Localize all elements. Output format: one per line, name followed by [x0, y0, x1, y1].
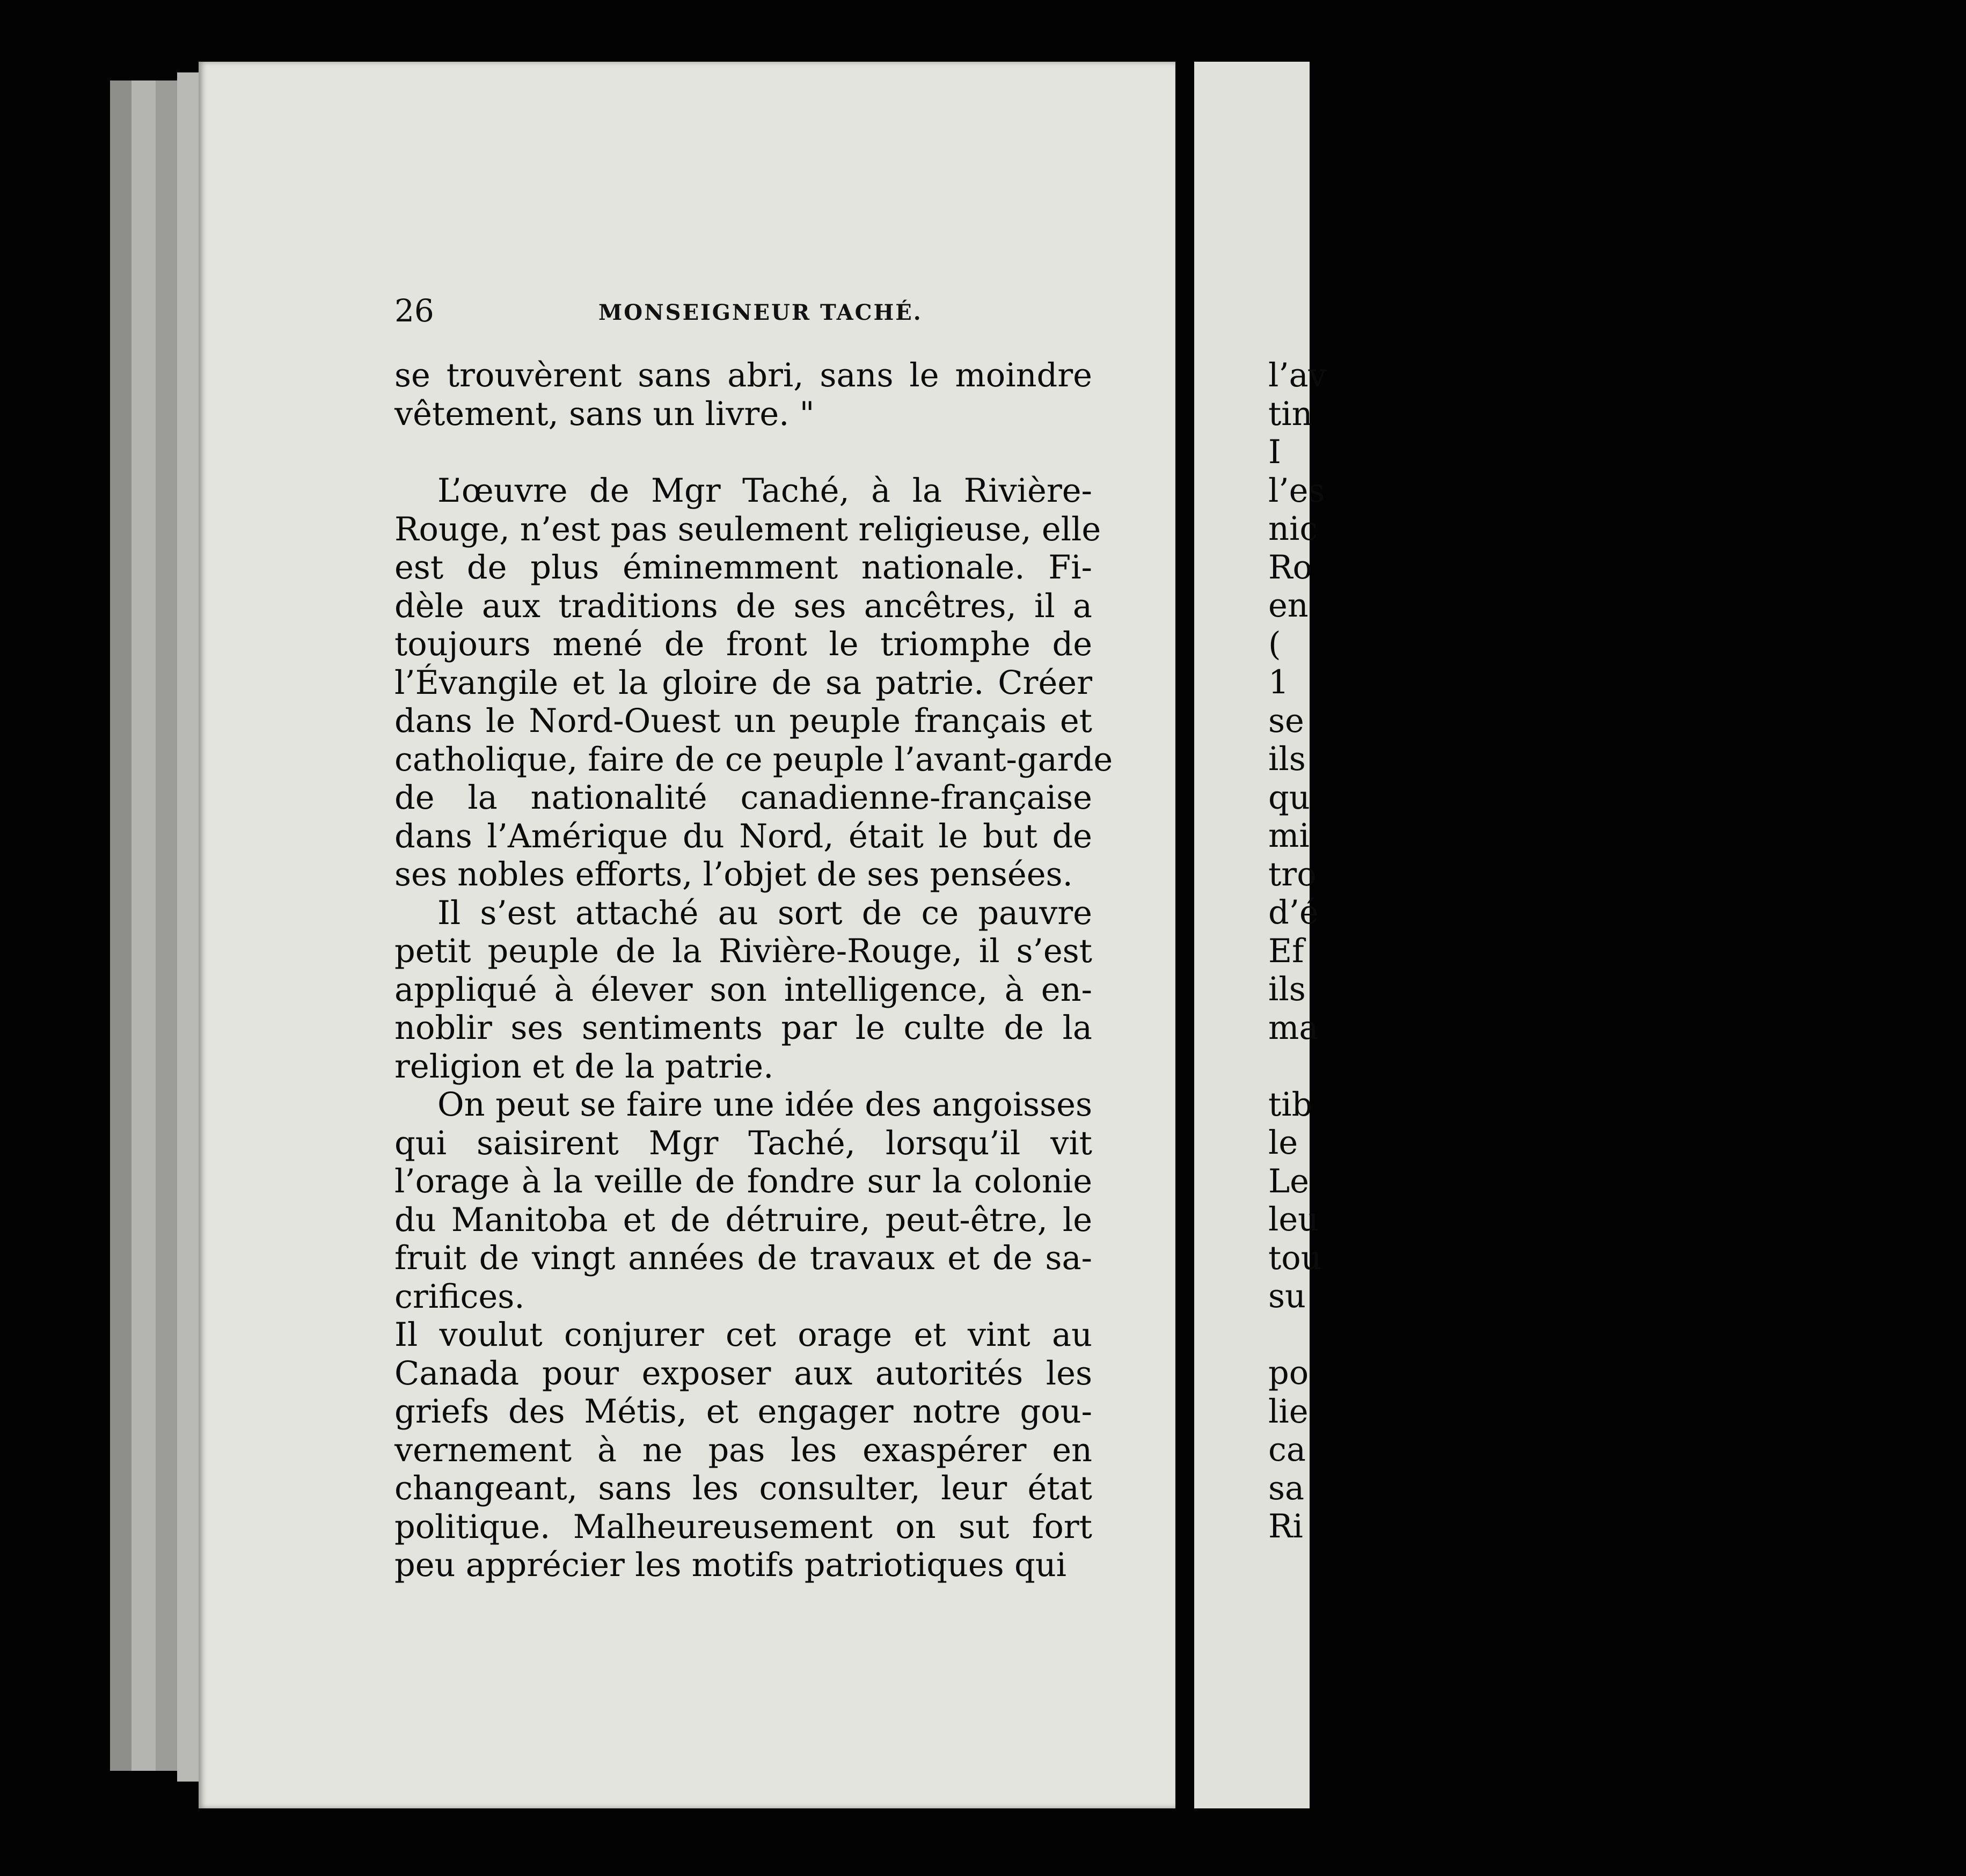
next-page-fragment: leu: [1268, 1201, 1319, 1239]
next-page-fragment: ils: [1268, 971, 1306, 1008]
next-page-fragment: ils: [1268, 741, 1306, 778]
paragraph: [394, 895, 1092, 1087]
next-page-fragment: l’es: [1268, 472, 1325, 510]
text-line: dans le Nord-Ouest un peuple français et: [394, 702, 1092, 740]
next-page-fragment: qu: [1268, 779, 1310, 817]
text-line: petit peuple de la Rivière-Rouge, il s’est: [394, 933, 1092, 970]
next-page-fragment: I: [1268, 434, 1281, 471]
text-line: dèle aux traditions de ses ancêtres, il a: [394, 587, 1092, 625]
next-page-fragment: tou: [1268, 1239, 1322, 1277]
page-edge: [177, 72, 200, 1782]
text-line: noblir ses sentiments par le culte de la: [394, 1009, 1092, 1047]
text-line: Canada pour exposer aux autorités les: [394, 1354, 1092, 1393]
text-line: changeant, sans les consulter, leur état: [394, 1470, 1092, 1507]
text-line: vernement à ne pas les exaspérer en: [394, 1431, 1092, 1469]
next-page-fragment: tib: [1268, 1086, 1313, 1124]
paragraph: [394, 357, 1092, 434]
running-title: MONSEIGNEUR TACHÉ.: [598, 300, 923, 325]
next-page-fragment: le: [1268, 1124, 1298, 1162]
text-line: L’œuvre de Mgr Taché, à la Rivière-: [437, 472, 1092, 510]
next-page-fragment: mi: [1268, 817, 1310, 855]
next-page-fragment: (: [1268, 625, 1281, 663]
next-page-fragment: tro: [1268, 855, 1317, 893]
paragraph: [394, 1316, 1092, 1585]
text-line: dans l’Amérique du Nord, était le but de: [394, 817, 1092, 855]
next-page-fragment: sa: [1268, 1469, 1305, 1507]
next-page-fragment: nic: [1268, 510, 1318, 548]
text-line: peu apprécier les motifs patriotiques qui: [394, 1547, 1067, 1584]
text-line: On peut se faire une idée des angoisses: [437, 1086, 1092, 1124]
text-line: de la nationalité canadienne-française: [394, 779, 1092, 817]
next-page-fragment: ma: [1268, 1009, 1319, 1047]
next-page-fragment: tin: [1268, 395, 1313, 433]
next-page-fragment: [1268, 1047, 1966, 1086]
body-text: [394, 357, 1113, 1585]
text-line: qui saisirent Mgr Taché, lorsqu’il vit: [394, 1124, 1092, 1162]
page-number: 26: [394, 292, 434, 329]
book-page: [199, 62, 1175, 1808]
page-edge: [156, 80, 179, 1771]
text-line: est de plus éminemment nationale. Fi-: [394, 549, 1092, 587]
next-page-fragment: l’av: [1268, 357, 1327, 394]
text-line: l’Évangile et la gloire de sa patrie. Créer: [394, 664, 1092, 702]
text-line: crifices.: [394, 1278, 525, 1316]
paragraph: [394, 472, 1113, 895]
next-page-fragment: en: [1268, 587, 1309, 625]
text-line: du Manitoba et de détruire, peut-être, le: [394, 1201, 1092, 1239]
text-line: Il s’est attaché au sort de ce pauvre: [437, 894, 1092, 932]
next-page-fragment: d’é: [1268, 894, 1319, 932]
text-line: se trouvèrent sans abri, sans le moindre: [394, 357, 1092, 394]
next-page-fragment: Ri: [1268, 1508, 1303, 1545]
text-line: ses nobles efforts, l’objet de ses pensées.: [394, 856, 1073, 893]
next-page-fragment: Ro: [1268, 548, 1312, 587]
next-page-fragment: su: [1268, 1278, 1306, 1315]
text-line: religion et de la patrie.: [394, 1047, 774, 1086]
page-edge: [110, 80, 133, 1771]
next-page-text: [1268, 357, 1966, 1547]
paragraph: [394, 1086, 1092, 1316]
text-line: l’orage à la veille de fondre sur la colonie: [394, 1163, 1092, 1200]
next-page-fragment: po: [1268, 1354, 1309, 1392]
next-page-fragment: lie: [1268, 1393, 1309, 1431]
next-page-fragment: 1: [1268, 664, 1289, 701]
text-line: appliqué à élever son intelligence, à en-: [394, 971, 1092, 1009]
text-line: toujours mené de front le triomphe de: [394, 626, 1092, 663]
next-page-fragment: Le: [1268, 1162, 1309, 1200]
text-line: griefs des Métis, et engager notre gou-: [394, 1393, 1092, 1431]
text-line: politique. Malheureusement on sut fort: [394, 1508, 1092, 1546]
next-page-fragment: [1268, 1316, 1966, 1355]
text-line: Il voulut conjurer cet orage et vint au: [394, 1316, 1092, 1354]
text-line: vêtement, sans un livre. ": [394, 395, 815, 433]
next-page-fragment: ca: [1268, 1431, 1306, 1469]
paragraph-gap: [394, 434, 1092, 472]
running-head: [394, 292, 1092, 341]
text-line: catholique, faire de ce peuple l’avant-garde: [394, 741, 1113, 779]
page-edge: [131, 80, 157, 1771]
text-line: Rouge, n’est pas seulement religieuse, elle: [394, 510, 1101, 548]
text-line: fruit de vingt années de travaux et de sa-: [394, 1240, 1092, 1277]
next-page-edge: [1194, 62, 1327, 1808]
next-page-fragment: se: [1268, 702, 1304, 740]
next-page-fragment: Ef: [1268, 932, 1304, 970]
